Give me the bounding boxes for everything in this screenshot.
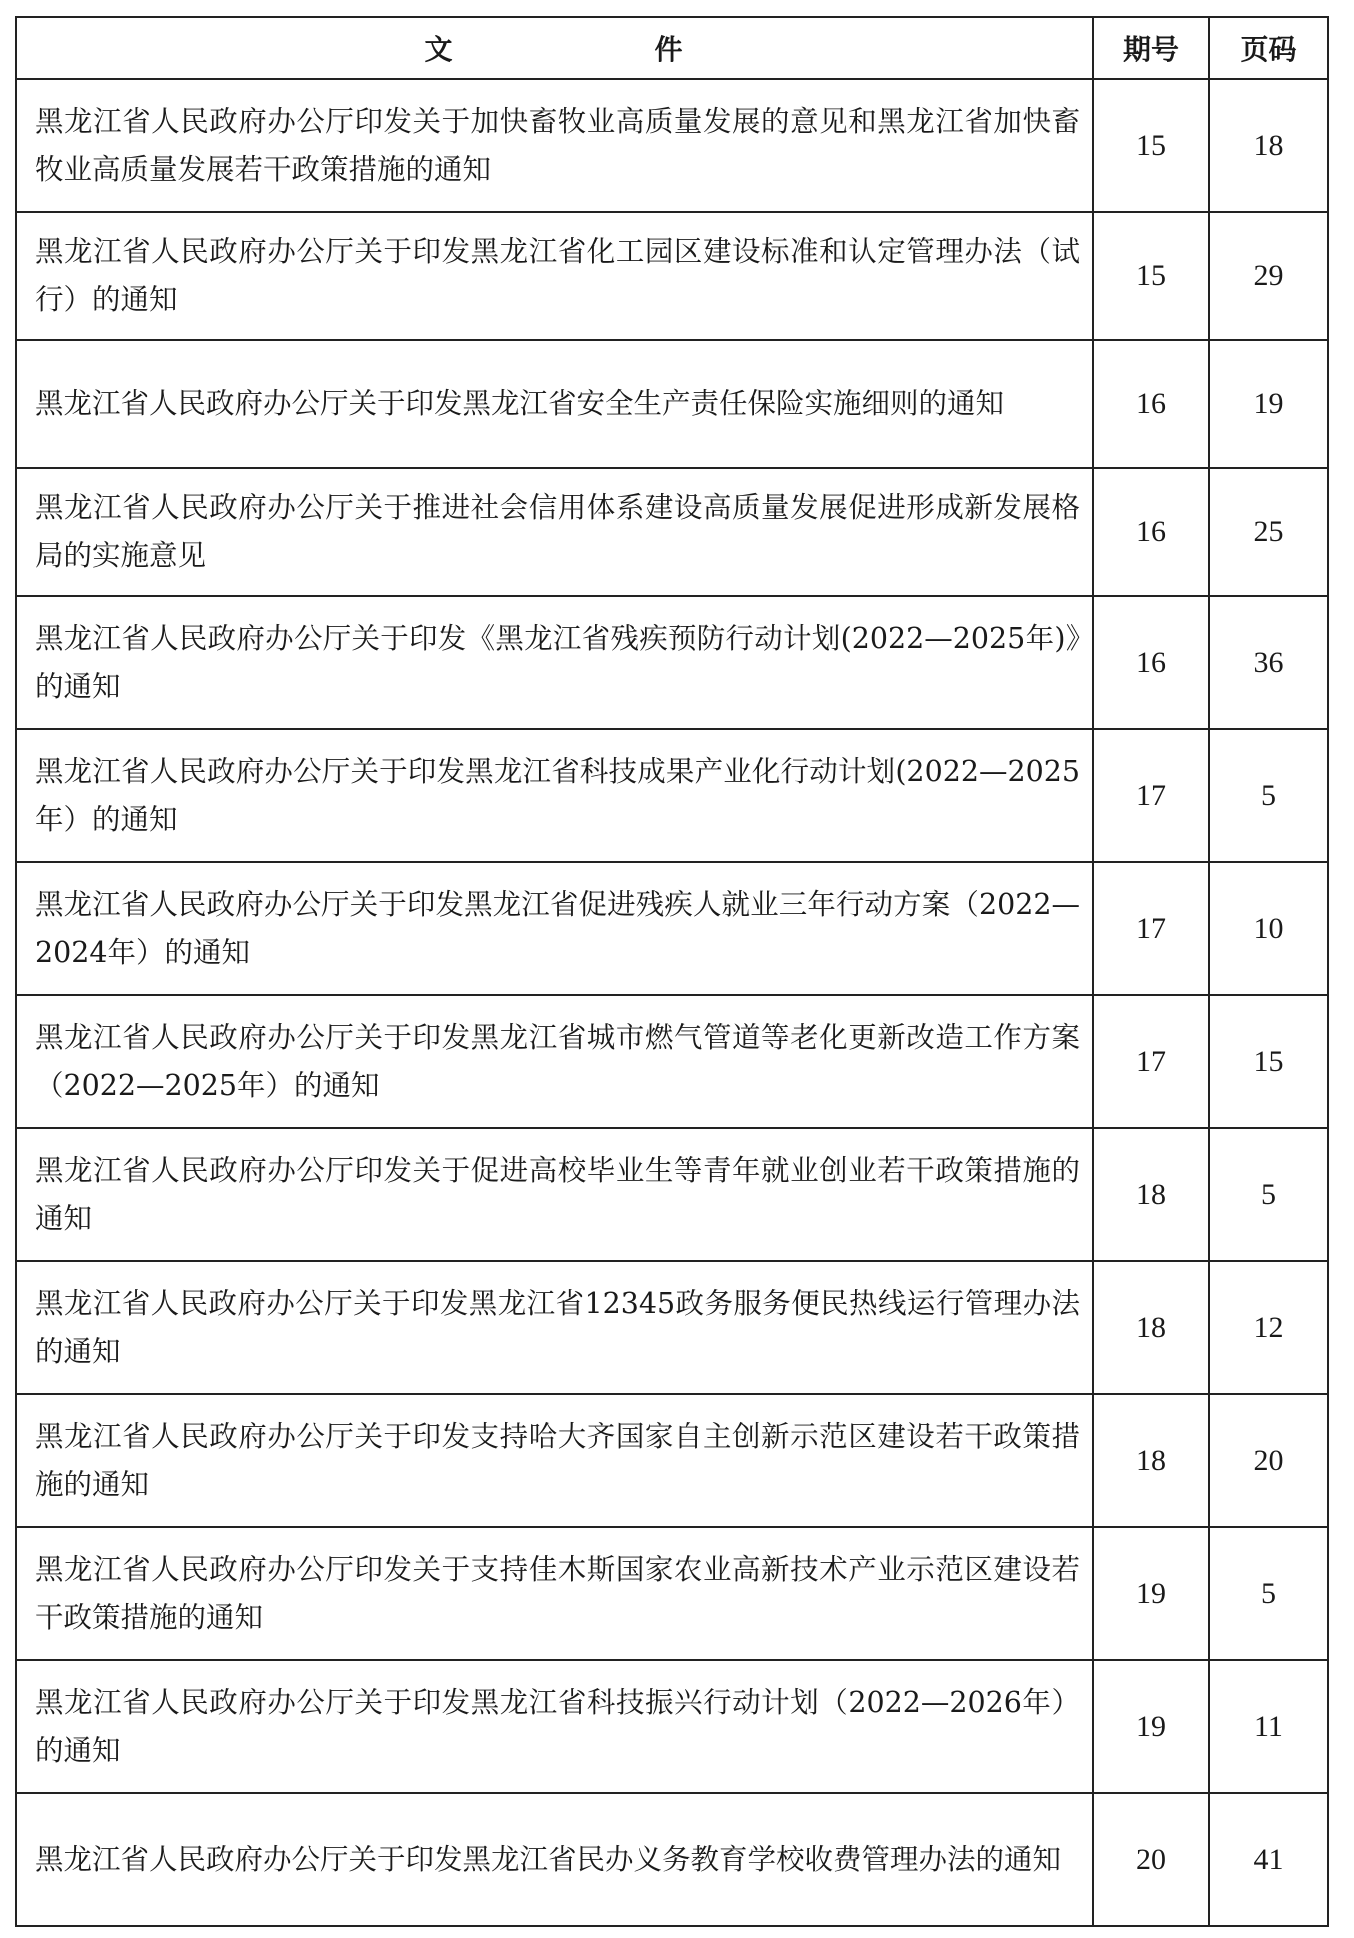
document-title: 黑龙江省人民政府办公厅关于印发黑龙江省12345政务服务便民热线运行管理办法的通知 [16,1261,1093,1394]
page-number: 5 [1209,1527,1328,1660]
document-title: 黑龙江省人民政府办公厅印发关于加快畜牧业高质量发展的意见和黑龙江省加快畜牧业高质量发展若干政策措施的通知 [16,79,1093,212]
issue-number: 16 [1093,340,1209,468]
document-title: 黑龙江省人民政府办公厅印发关于促进高校毕业生等青年就业创业若干政策措施的通知 [16,1128,1093,1261]
document-title: 黑龙江省人民政府办公厅印发关于支持佳木斯国家农业高新技术产业示范区建设若干政策措施的通知 [16,1527,1093,1660]
issue-number: 18 [1093,1128,1209,1261]
table-row [16,340,1328,468]
document-title: 黑龙江省人民政府办公厅关于印发黑龙江省科技成果产业化行动计划(2022—2025年）的通知 [16,729,1093,862]
table-row [16,1793,1328,1926]
table-row [16,596,1328,729]
issue-number: 16 [1093,596,1209,729]
page-number: 36 [1209,596,1328,729]
page-number: 20 [1209,1394,1328,1527]
table-row [16,1660,1328,1793]
document-title: 黑龙江省人民政府办公厅关于印发黑龙江省化工园区建设标准和认定管理办法（试行）的通知 [16,212,1093,340]
column-header-issue: 期号 [1093,17,1209,79]
issue-number: 19 [1093,1527,1209,1660]
table-row [16,79,1328,212]
page-number: 18 [1209,79,1328,212]
table-row [16,729,1328,862]
document-title: 黑龙江省人民政府办公厅关于推进社会信用体系建设高质量发展促进形成新发展格局的实施意见 [16,468,1093,596]
document-title: 黑龙江省人民政府办公厅关于印发黑龙江省促进残疾人就业三年行动方案（2022—2024年）的通知 [16,862,1093,995]
issue-number: 20 [1093,1793,1209,1926]
page-number: 19 [1209,340,1328,468]
page-number: 41 [1209,1793,1328,1926]
table-row [16,1128,1328,1261]
table-row [16,212,1328,340]
document-title: 黑龙江省人民政府办公厅关于印发支持哈大齐国家自主创新示范区建设若干政策措施的通知 [16,1394,1093,1527]
column-header-page: 页码 [1209,17,1328,79]
issue-number: 15 [1093,212,1209,340]
table-row [16,995,1328,1128]
page-number: 29 [1209,212,1328,340]
table-row [16,468,1328,596]
table-row [16,1394,1328,1527]
document-title: 黑龙江省人民政府办公厅关于印发黑龙江省科技振兴行动计划（2022—2026年）的通知 [16,1660,1093,1793]
document-title: 黑龙江省人民政府办公厅关于印发黑龙江省城市燃气管道等老化更新改造工作方案（2022—2025年）的通知 [16,995,1093,1128]
document-title: 黑龙江省人民政府办公厅关于印发黑龙江省民办义务教育学校收费管理办法的通知 [16,1793,1093,1926]
table-row [16,1527,1328,1660]
page-number: 11 [1209,1660,1328,1793]
issue-number: 18 [1093,1394,1209,1527]
header-document-left: 文 [424,33,455,66]
page-number: 5 [1209,729,1328,862]
table-header-row [16,17,1328,79]
table-row [16,1261,1328,1394]
issue-number: 17 [1093,729,1209,862]
issue-number: 15 [1093,79,1209,212]
issue-number: 18 [1093,1261,1209,1394]
page-number: 15 [1209,995,1328,1128]
issue-number: 17 [1093,995,1209,1128]
page-number: 12 [1209,1261,1328,1394]
document-title: 黑龙江省人民政府办公厅关于印发黑龙江省安全生产责任保险实施细则的通知 [16,340,1093,468]
issue-number: 16 [1093,468,1209,596]
page-number: 25 [1209,468,1328,596]
header-document-right: 件 [654,33,685,66]
document-title: 黑龙江省人民政府办公厅关于印发《黑龙江省残疾预防行动计划(2022—2025年)》的通知 [16,596,1093,729]
column-header-document [16,17,1093,79]
issue-number: 19 [1093,1660,1209,1793]
document-index-table [15,16,1329,1927]
issue-number: 17 [1093,862,1209,995]
page-number: 5 [1209,1128,1328,1261]
table-row [16,862,1328,995]
page-number: 10 [1209,862,1328,995]
